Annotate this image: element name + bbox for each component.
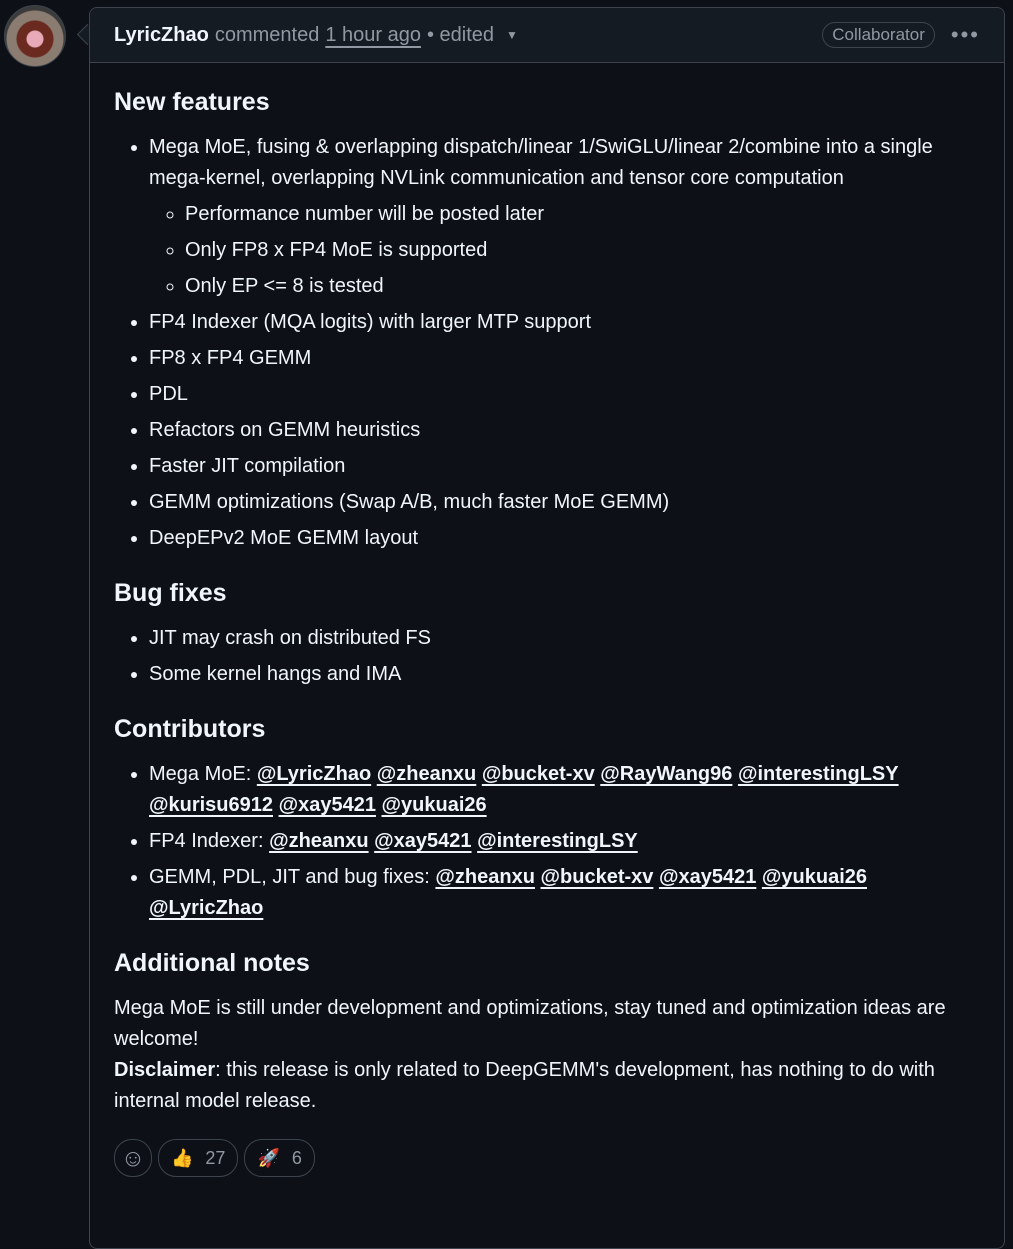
contributor-group-label: FP4 Indexer: (149, 830, 264, 852)
edited-dropdown[interactable]: • edited (426, 23, 495, 46)
list-item: • JIT may crash on distributed FS (149, 623, 980, 654)
author-link[interactable]: LyricZhao (114, 23, 209, 46)
user-mention-link[interactable]: @RayWang96 (600, 763, 733, 785)
comment-body (90, 87, 1004, 1177)
collaborator-badge: Collaborator (822, 22, 935, 48)
user-mention-link[interactable]: @xay5421 (278, 794, 376, 816)
user-mention-link[interactable]: @zheanxu (269, 830, 369, 852)
contributor-group-label: Mega MoE: (149, 763, 252, 785)
user-mention-link[interactable]: @bucket-xv (540, 866, 654, 888)
user-mention-link[interactable]: @bucket-xv (481, 763, 595, 785)
action-text: commented (214, 23, 320, 46)
disclaimer-label: Disclaimer (114, 1059, 216, 1081)
list-item: • PDL (149, 379, 980, 410)
user-mention-link[interactable]: @yukuai26 (761, 866, 867, 888)
disclaimer-text: : this release is only related to DeepGEMM's development, has nothing to do with internal model release. (114, 1059, 935, 1112)
user-mention-link[interactable]: @zheanxu (376, 763, 477, 785)
list-item (149, 862, 980, 924)
list-item (149, 759, 980, 821)
notes-line: Mega MoE is still under development and optimizations, stay tuned and optimization ideas are welcome! (114, 997, 946, 1050)
heading-features: New features (114, 88, 270, 116)
reaction-count: 27 (205, 1147, 226, 1168)
comment-header (90, 8, 1004, 63)
list-item: • DeepEPv2 MoE GEMM layout (149, 523, 980, 554)
notes-text (114, 993, 980, 1117)
user-mention-link[interactable]: @xay5421 (374, 830, 472, 852)
heading-contributors: Contributors (114, 715, 266, 743)
thumbs-up-icon: 👍 (171, 1147, 194, 1168)
list-item: • Faster JIT compilation (149, 451, 980, 482)
list-item: • Some kernel hangs and IMA (149, 659, 980, 690)
user-mention-link[interactable]: @yukuai26 (381, 794, 487, 816)
user-mention-link[interactable]: @LyricZhao (149, 897, 264, 919)
user-mention-link[interactable]: @xay5421 (658, 866, 757, 888)
list-item (149, 826, 980, 857)
contributor-group-label: GEMM, PDL, JIT and bug fixes: (149, 866, 430, 888)
user-mention-link[interactable]: @zheanxu (435, 866, 535, 888)
list-item: • FP8 x FP4 GEMM (149, 343, 980, 374)
list-item: ◦ Performance number will be posted later (185, 199, 980, 230)
reactions-bar (114, 1139, 980, 1177)
list-item: • FP4 Indexer (MQA logits) with larger MTP support (149, 307, 980, 338)
smiley-icon: ☺ (120, 1144, 146, 1172)
chevron-down-icon[interactable]: ▼ (506, 28, 518, 42)
rocket-icon: 🚀 (257, 1147, 280, 1168)
user-mention-link[interactable]: @interestingLSY (737, 763, 899, 785)
timestamp-link[interactable]: 1 hour ago (325, 23, 421, 46)
add-reaction-button[interactable] (114, 1139, 152, 1177)
user-mention-link[interactable]: @kurisu6912 (149, 794, 274, 816)
more-options-icon[interactable]: ••• (950, 22, 980, 47)
features-list (114, 132, 980, 554)
reaction-thumbs-up[interactable] (158, 1139, 238, 1177)
comment-box (89, 7, 1005, 1249)
list-item: ◦ Only EP <= 8 is tested (185, 271, 980, 302)
reaction-count: 6 (291, 1147, 302, 1168)
list-item (149, 132, 980, 302)
list-item: • GEMM optimizations (Swap A/B, much faster MoE GEMM) (149, 487, 980, 518)
list-item: ◦ Only FP8 x FP4 MoE is supported (185, 235, 980, 266)
contributors-list (114, 759, 980, 924)
heading-additional-notes: Additional notes (114, 949, 310, 977)
user-mention-link[interactable]: @interestingLSY (477, 830, 638, 852)
reaction-rocket[interactable] (244, 1139, 314, 1177)
item-text: Mega MoE, fusing & overlapping dispatch/linear 1/SwiGLU/linear 2/combine into a single mega-kernel, overlapping NVLink communication and tensor core computation (149, 136, 933, 189)
user-mention-link[interactable]: @LyricZhao (256, 763, 372, 785)
heading-bug-fixes: Bug fixes (114, 579, 227, 607)
avatar[interactable] (4, 5, 66, 67)
list-item: • Refactors on GEMM heuristics (149, 415, 980, 446)
